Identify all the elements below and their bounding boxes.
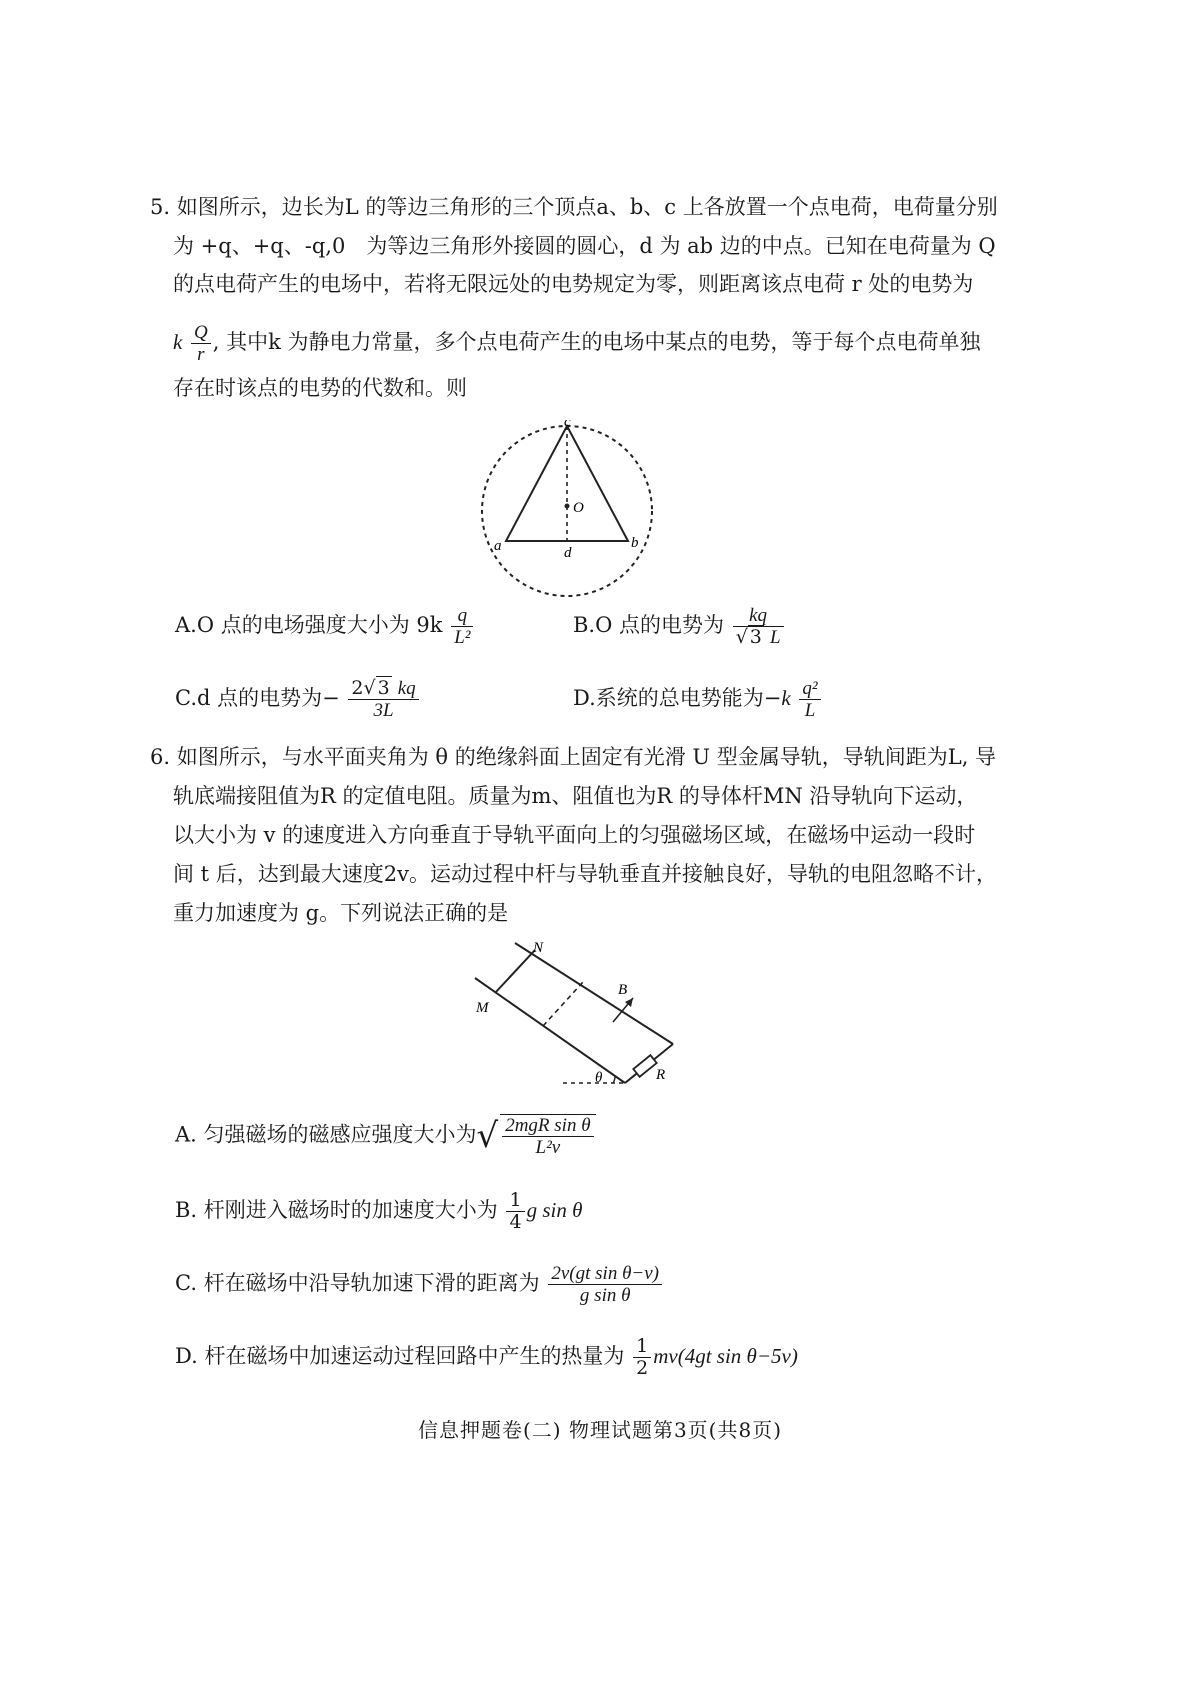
q5-line-4-text: , 其中k 为静电力常量，多个点电荷产生的电场中某点的电势，等于每个点电荷单独 <box>212 330 981 354</box>
q5-line-2: 为 +q、+q、-q,0 为等边三角形外接圆的圆心，d 为 ab 边的中点。已知在电荷量为 Q <box>173 234 996 258</box>
q5-option-b-den: √ 3 L <box>735 626 781 648</box>
q6-option-a-sqrt <box>477 1114 598 1158</box>
label-d: d <box>564 545 572 561</box>
q6-option-b-den: 4 <box>509 1211 522 1233</box>
q6-line-2: 轨底端接阻值为R 的定值电阻。质量为m、阻值也为R 的导体杆MN 沿导轨向下运动， <box>173 784 978 808</box>
sqrt-sign: √ <box>476 1116 499 1156</box>
q5-potential-fraction <box>191 322 211 365</box>
q6-option-c-text: C. 杆在磁场中沿导轨加速下滑的距离为 <box>175 1271 540 1295</box>
label-theta: θ <box>595 1070 603 1086</box>
q6-option-d-den: 2 <box>636 1357 649 1379</box>
q6-option-c <box>175 1263 664 1306</box>
q6-option-b-num: 1 <box>506 1190 524 1212</box>
q5-option-b-den-rest: L <box>769 627 781 648</box>
q5-option-d <box>573 678 823 721</box>
rail-lower <box>475 978 628 1083</box>
q6-option-a-den: L²v <box>535 1137 561 1158</box>
q5-option-b-root: 3 <box>749 626 762 648</box>
q5-option-b-num: kq <box>733 605 784 627</box>
label-b: b <box>631 535 639 551</box>
q6-option-d <box>175 1336 798 1379</box>
q5-option-a-fraction <box>451 605 473 648</box>
q6-line-5: 重力加速度为 g。下列说法正确的是 <box>173 901 509 925</box>
q6-line-4: 间 t 后，达到最大速度2v。运动过程中杆与导轨垂直并接触良好，导轨的电阻忽略不计， <box>173 862 998 886</box>
q5-option-a <box>175 605 475 648</box>
q5-option-c-fraction <box>348 678 418 721</box>
field-boundary <box>543 982 583 1026</box>
center-point <box>565 504 570 509</box>
rail-upper <box>515 943 673 1044</box>
q6-option-b-rest: g sin θ <box>526 1198 583 1222</box>
q6-option-d-num: 1 <box>633 1336 651 1358</box>
q5-option-a-text: A.O 点的电场强度大小为 9k <box>175 613 443 637</box>
rod-MN <box>495 950 535 993</box>
q6-option-c-fraction <box>548 1263 662 1306</box>
q6-option-b-fraction <box>506 1190 524 1233</box>
q6-option-b-text: B. 杆刚进入磁场时的加速度大小为 <box>175 1198 498 1222</box>
label-B: B <box>618 982 628 998</box>
q5-option-c-coef: 2 <box>351 677 364 699</box>
label-a: a <box>494 538 502 554</box>
q5-option-b-text: B.O 点的电势为 <box>573 613 724 637</box>
q5-line-5: 存在时该点的电势的代数和。则 <box>173 376 467 400</box>
q5-option-a-den: L² <box>454 627 471 648</box>
q6-option-c-num: 2v(gt sin θ−v) <box>548 1263 662 1285</box>
q6-line-3: 以大小为 v 的速度进入方向垂直于导轨平面向上的匀强磁场区域，在磁场中运动一段时 <box>173 823 976 847</box>
q6-option-c-den: g sin θ <box>579 1285 631 1306</box>
label-c: c <box>564 420 571 430</box>
label-O: O <box>573 500 584 516</box>
q6-option-a-num: 2mgR sin θ <box>502 1115 593 1137</box>
q5-option-d-text: D.系统的总电势能为− <box>573 686 782 710</box>
q6-option-b <box>175 1190 582 1233</box>
q6-option-d-fraction <box>633 1336 651 1379</box>
q5-option-c-root: 3 <box>377 677 390 699</box>
label-R: R <box>656 1067 666 1083</box>
q5-line-3: 的点电荷产生的电场中，若将无限远处的电势规定为零，则距离该点电荷 r 处的电势为 <box>173 272 974 296</box>
q5-triangle-figure <box>480 420 660 610</box>
q5-option-c-num-rest: kq <box>397 678 416 699</box>
q5-line-1: 5. 如图所示，边长为L 的等边三角形的三个顶点a、b、c 上各放置一个点电荷，电荷量分别 <box>150 195 998 219</box>
label-M: M <box>476 1000 489 1016</box>
q6-incline-figure <box>465 938 685 1090</box>
q6-option-d-text: D. 杆在磁场中加速运动过程回路中产生的热量为 <box>175 1344 625 1368</box>
q5-option-d-k: k <box>781 686 791 710</box>
q6-option-a <box>175 1114 598 1158</box>
resistor <box>633 1055 656 1077</box>
angle-arc <box>613 1076 615 1083</box>
q5-option-c-text: C.d 点的电势为− <box>175 686 340 710</box>
q6-option-a-fraction <box>500 1114 595 1158</box>
q6-option-d-rest: mv(4gt sin θ−5v) <box>653 1344 798 1368</box>
q5-option-b-fraction <box>733 605 784 648</box>
q5-option-c-den: 3L <box>373 700 394 721</box>
q5-option-d-fraction <box>799 678 820 721</box>
page-footer: 信息押题卷(二) 物理试题第3页(共8页) <box>417 1418 783 1442</box>
q5-potential-denominator: r <box>197 344 205 365</box>
q5-line-4 <box>173 322 981 365</box>
q5-option-c-num: 2√ 3 kq <box>348 678 418 700</box>
q5-option-b <box>573 605 786 648</box>
q6-line-1: 6. 如图所示，与水平面夹角为 θ 的绝缘斜面上固定有光滑 U 型金属导轨，导轨间距为L, 导 <box>150 745 997 769</box>
q5-option-d-num: q² <box>799 678 820 700</box>
q5-potential-numerator: Q <box>191 322 211 344</box>
q5-formula-k: k <box>173 330 183 354</box>
q5-option-d-den: L <box>804 700 816 721</box>
q5-option-a-num: q <box>451 605 473 627</box>
q5-option-c <box>175 678 421 721</box>
label-N: N <box>533 940 544 956</box>
q6-option-a-text: A. 匀强磁场的磁感应强度大小为 <box>175 1122 477 1147</box>
